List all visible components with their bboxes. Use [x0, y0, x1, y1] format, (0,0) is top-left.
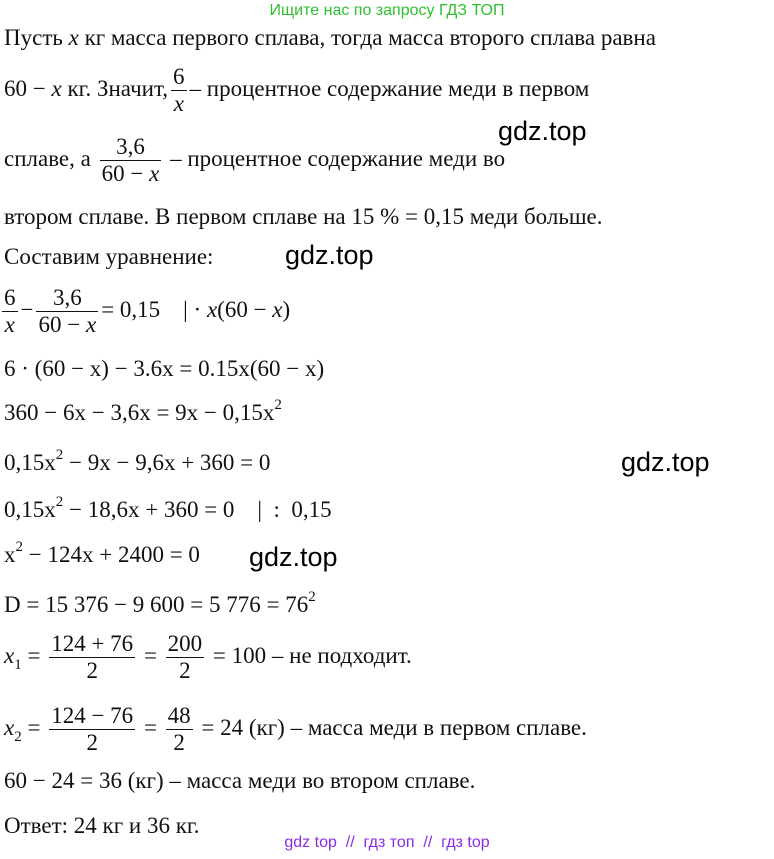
- text-intro: Пусть: [4, 25, 63, 50]
- equation-rhs: = 0,15 | ·: [101, 296, 207, 322]
- var-x: x: [4, 714, 15, 740]
- fraction-numerator: 124 − 76: [51, 703, 134, 728]
- text-mass-second: 60 −: [4, 75, 52, 101]
- root-2-result: = 24 (кг) – масса меди в первом сплаве.: [201, 714, 587, 740]
- watermark: gdz.top: [498, 116, 587, 146]
- answer-line: Ответ: 24 кг и 36 кг.: [4, 813, 200, 838]
- text-znachit: кг. Значит,: [61, 75, 169, 101]
- fraction-numerator: 124 + 76: [51, 631, 134, 656]
- exponent: 2: [274, 397, 282, 413]
- fraction-numerator: 48: [167, 703, 191, 728]
- fraction-denominator: x: [2, 311, 18, 338]
- fraction-denominator: 2: [166, 729, 193, 756]
- subscript: 1: [14, 656, 22, 673]
- subscript: 2: [14, 728, 22, 745]
- equation-1: [2, 285, 290, 338]
- watermark: gdz.top: [285, 240, 374, 270]
- fraction-numerator: 200: [167, 631, 203, 656]
- fraction-6-over-x: [171, 64, 187, 117]
- fraction-denominator: 2: [166, 657, 205, 684]
- fraction-200-over-2: [166, 631, 205, 684]
- equation-5-b: − 18,6x + 360 = 0 | : 0,15: [63, 497, 332, 522]
- equation-3: [4, 399, 282, 427]
- equation-7: [4, 591, 316, 619]
- equals-sign: =: [143, 642, 157, 668]
- exponent: 2: [15, 539, 23, 555]
- fraction-denominator: x: [171, 90, 187, 117]
- text-line-3: [4, 134, 505, 187]
- den-part: 60 −: [38, 312, 86, 337]
- text-line-1: [4, 24, 656, 52]
- var-x: x: [272, 296, 283, 322]
- fraction-numerator: 6: [173, 64, 185, 89]
- fraction-6-over-x: [2, 285, 18, 338]
- equation-5-a: 0,15x: [4, 497, 56, 522]
- header-search-link[interactable]: Ищите нас по запросу ГДЗ ТОП: [269, 2, 505, 19]
- fraction-root-2: [49, 703, 135, 756]
- fraction-root-1: [49, 631, 135, 684]
- equation-10: 60 − 24 = 36 (кг) – масса меди во втором сплаве.: [4, 768, 476, 793]
- equation-8-root-1: [4, 631, 412, 684]
- equals-sign: =: [27, 714, 41, 740]
- fraction-numerator: 3,6: [116, 134, 145, 159]
- text-line-4: втором сплаве. В первом сплаве на 15 % = 0,15 меди больше.: [4, 204, 603, 229]
- equation-3-text: 360 − 6x − 3,6x = 9x − 0,15x: [4, 400, 275, 425]
- text-percent-second: – процентное содержание меди во: [170, 145, 506, 171]
- equation-6-b: − 124x + 2400 = 0: [23, 542, 200, 567]
- equation-4-b: − 9x − 9,6x + 360 = 0: [63, 450, 271, 475]
- equation-4: [4, 449, 270, 477]
- equation-6-a: x: [4, 542, 16, 567]
- var-x: x: [68, 25, 79, 50]
- footer-links[interactable]: gdz top // гдз топ // гдз top: [284, 834, 490, 851]
- fraction-denominator: 2: [49, 657, 135, 684]
- equation-2: 6 · (60 − x) − 3.6x = 0.15x(60 − x): [4, 356, 325, 381]
- exponent: 2: [55, 447, 64, 463]
- text-splave-a: сплаве, а: [4, 145, 91, 171]
- exponent: 2: [55, 494, 64, 510]
- minus-sign: −: [20, 296, 34, 322]
- text-intro-rest: кг масса первого сплава, тогда масса второго сплава равна: [84, 25, 656, 50]
- equation-rhs-tail: (60 −: [217, 296, 273, 322]
- equation-rhs-end: ): [282, 296, 291, 322]
- var-x: x: [51, 75, 62, 101]
- var-x: x: [206, 296, 218, 322]
- equation-9-root-2: [4, 703, 587, 756]
- fraction-numerator: 3,6: [52, 285, 82, 310]
- var-x: x: [85, 312, 97, 337]
- fraction-denominator: [100, 160, 162, 187]
- discriminant-text: D = 15 376 − 9 600 = 5 776 = 76: [4, 592, 309, 617]
- fraction-denominator: 2: [49, 729, 135, 756]
- watermark: gdz.top: [249, 542, 338, 572]
- fraction-48-over-2: [166, 703, 193, 756]
- text-line-2: [4, 64, 589, 117]
- den-part: 60 −: [101, 161, 150, 186]
- fraction-3-6-over-60-minus-x: [100, 134, 162, 187]
- equals-sign: =: [143, 714, 157, 740]
- fraction-denominator: [36, 311, 98, 338]
- equation-6: [4, 541, 200, 569]
- equation-4-a: 0,15x: [4, 450, 56, 475]
- watermark: gdz.top: [621, 447, 710, 477]
- fraction-numerator: 6: [4, 285, 16, 310]
- var-x: x: [4, 642, 15, 668]
- fraction-3-6-over-60-minus-x: [36, 285, 98, 338]
- equation-5: [4, 496, 332, 524]
- text-percent-first: – процентное содержание меди в первом: [189, 75, 590, 101]
- text-line-5: Составим уравнение:: [4, 244, 214, 269]
- root-1-result: = 100 – не подходит.: [212, 642, 412, 668]
- exponent: 2: [308, 589, 316, 605]
- var-x: x: [149, 161, 160, 186]
- equals-sign: =: [27, 642, 41, 668]
